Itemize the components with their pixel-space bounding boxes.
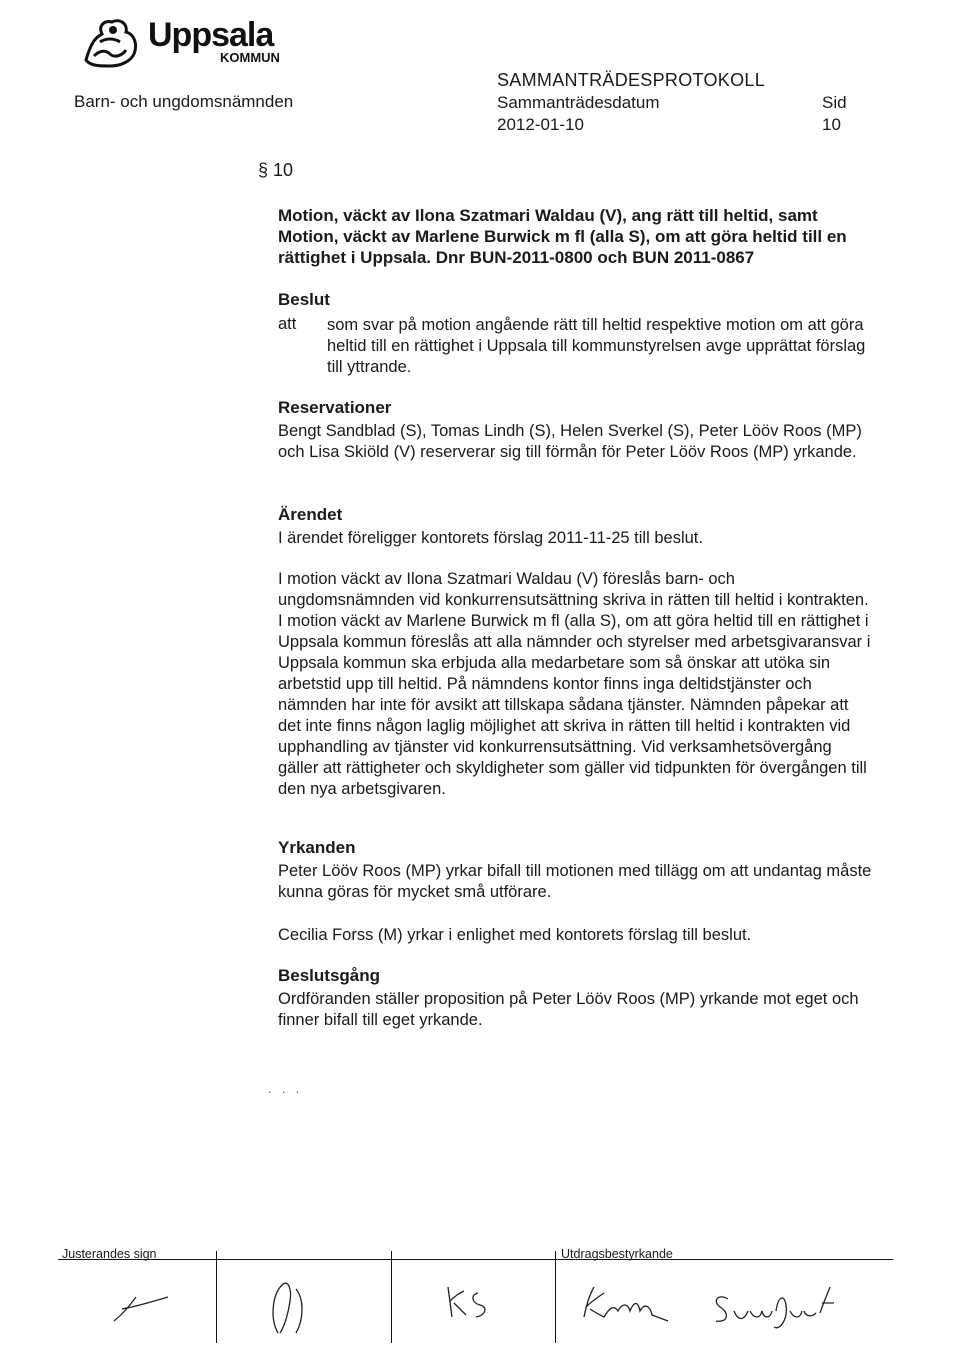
reservationer-text: Bengt Sandblad (S), Tomas Lindh (S), Helen Sverkel (S), Peter Lööv Roos (MP) och Lisa Skiöld (V) reserverar sig till förmån för Peter Lööv Roos (MP) yrkande. <box>278 422 862 461</box>
protocol-title: SAMMANTRÄDESPROTOKOLL <box>497 70 766 90</box>
signature-footer <box>58 1247 893 1343</box>
signature-initials-1 <box>108 1287 188 1327</box>
uppsala-kommun-logo <box>80 14 320 74</box>
reservationer-heading: Reservationer <box>278 398 392 417</box>
footer-divider <box>216 1251 217 1343</box>
yrkanden-text-2: Cecilia Forss (M) yrkar i enlighet med kontorets förslag till beslut. <box>278 926 752 944</box>
page-label: Sid <box>822 93 847 112</box>
footer-divider <box>391 1251 392 1343</box>
justerandes-sign-label: Justerandes sign <box>62 1247 157 1261</box>
arendet-text-1: I ärendet föreligger kontorets förslag 2011-11-25 till beslut. <box>278 529 703 547</box>
logo-text: Uppsala <box>148 16 274 54</box>
committee-name: Barn- och ungdomsnämnden <box>74 92 294 111</box>
beslutsgang-heading: Beslutsgång <box>278 966 381 985</box>
beslut-text: som svar på motion angående rätt till heltid respektive motion om att göra heltid till en rättighet i Uppsala till kommunstyrelsen avge upprättat förslag till yttrande. <box>327 316 866 376</box>
meeting-date-value: 2012-01-10 <box>497 115 584 134</box>
arendet-text-2: I motion väckt av Ilona Szatmari Waldau (V) föreslås barn- och ungdomsnämnden vid konkurrensutsättning skriva in rätten till heltid i kontrakten. I motion väckt av Marlene Burwick m fl (alla S), om att göra heltid till en rättighet i Uppsala kommun föreslås att alla nämnder och styrelser med arbetsgivaransvar i Uppsala kommun ska erbjuda alla medarbetare som så önskar att utöka sin arbetstid upp till heltid. På nämndens kontor finns inga deltidstjänster och nämnden har inte för avsikt att tillskapa sådana tjänster. Nämnden påpekar att det inte finns någon laglig möjlighet att skriva in rätten till heltid i kontrakten vid upphandling av tjänster vid konkurrensutsättning. Vid verksamhetsövergång gäller att rättigheter och skyldigheter som gäller vid tidpunkten för övergången till den nya arbetsgivaren. <box>278 570 871 798</box>
page-number: 10 <box>822 115 841 134</box>
paragraph-number: § 10 <box>258 160 294 180</box>
logo-subtext: KOMMUN <box>220 50 280 65</box>
signature-initials-3 <box>438 1281 508 1325</box>
arendet-heading: Ärendet <box>278 505 343 524</box>
yrkanden-text-1: Peter Lööv Roos (MP) yrkar bifall till motionen med tillägg om att undantag måste kunna göras för mycket små utförare. <box>278 862 872 901</box>
meeting-date-label: Sammanträdesdatum <box>497 93 660 112</box>
footer-divider <box>555 1251 556 1343</box>
signature-initials-2 <box>258 1275 338 1339</box>
utdragsbestyrkande-label: Utdragsbestyrkande <box>561 1247 673 1261</box>
yrkanden-heading: Yrkanden <box>278 838 356 857</box>
beslut-att: att <box>278 315 297 333</box>
uppsala-crest-icon <box>80 16 142 72</box>
footer-rule <box>58 1259 893 1260</box>
continuation-dots: . . . <box>268 1080 303 1096</box>
beslutsgang-text: Ordföranden ställer proposition på Peter Lööv Roos (MP) yrkande mot eget och finner bifall till eget yrkande. <box>278 990 859 1029</box>
matter-title: Motion, väckt av Ilona Szatmari Waldau (V), ang rätt till heltid, samt Motion, väckt av Marlene Burwick m fl (alla S), om att göra heltid till en rättighet i Uppsala. Dnr BUN-2011-0800 och BUN 2011-0867 <box>278 206 847 267</box>
certification-signature <box>578 1277 878 1343</box>
beslut-heading: Beslut <box>278 290 330 309</box>
